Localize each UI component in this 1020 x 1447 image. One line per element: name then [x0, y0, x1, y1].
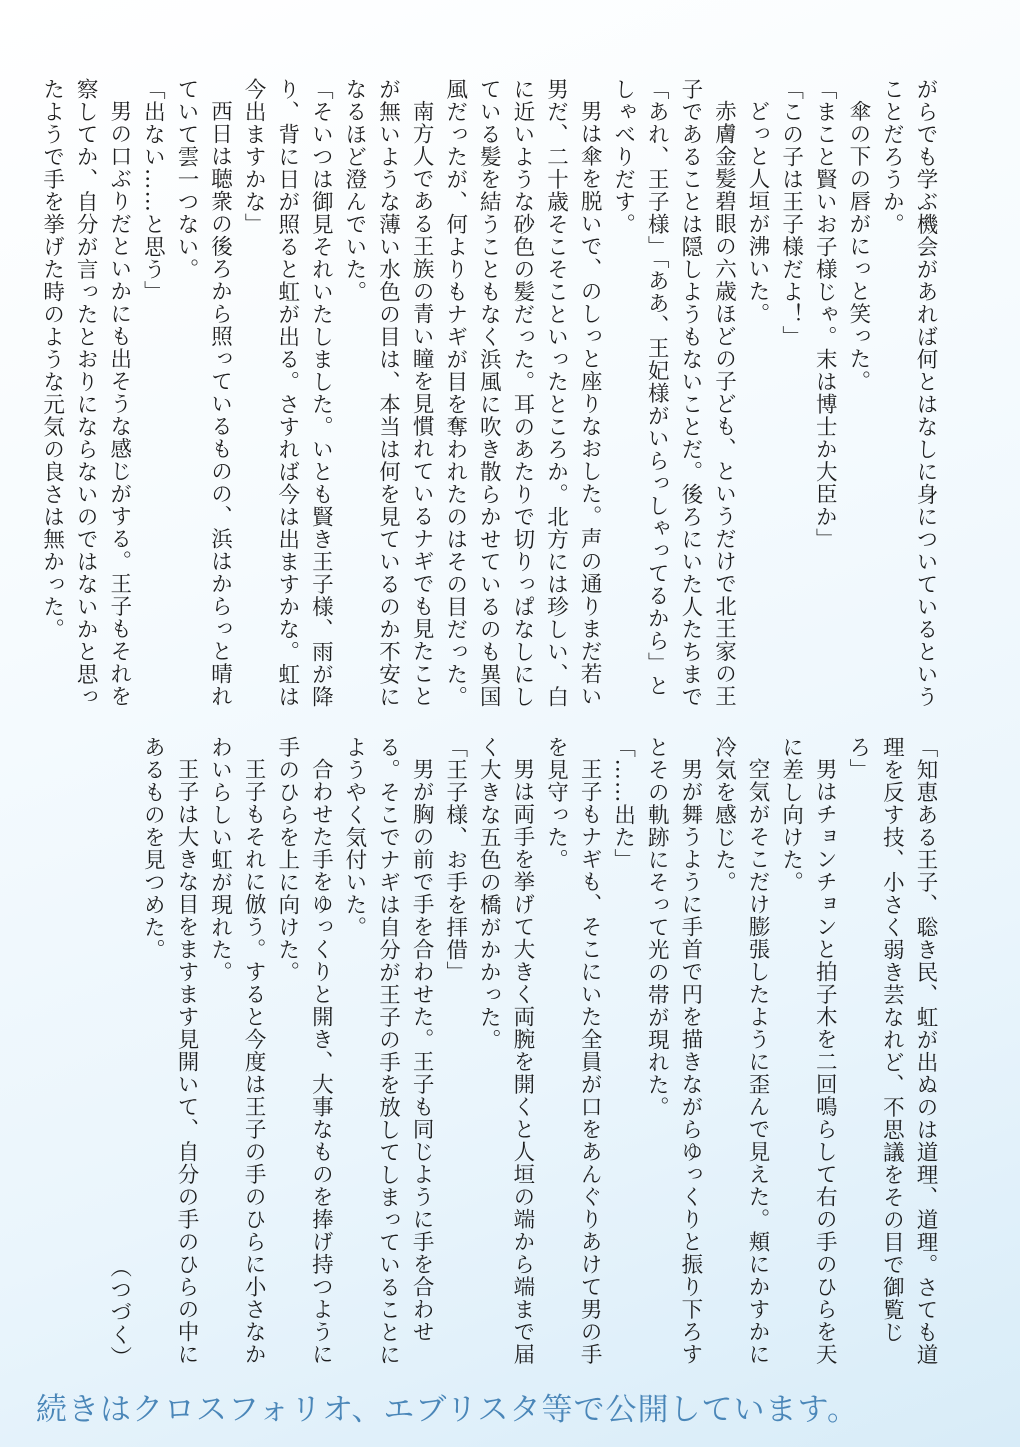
paragraph: 男はチョンチョンと拍子木を二回鳴らして右の手のひらを天に差し向けた。 [778, 736, 838, 1365]
paragraph: 男は傘を脱いで、のしっと座りなおした。声の通りまだ若い男だ、二十歳そこそこといったところか。北方には珍しい、白に近いような砂色の髪だった。耳のあたりで切りっぱなしにしている髪を結うこともなく浜風に吹き散らかせているのも異国風だったが、何よりもナギが目を奪われたのはその目だった。 [442, 78, 603, 708]
paragraph: 「……出た」 [610, 736, 636, 871]
paragraph: 西日は聴衆の後ろから照っているものの、浜はからっと晴れていて雲一つない。 [173, 78, 233, 707]
paragraph: 赤膚金髪碧眼の六歳ほどの子ども、というだけで北王家の王子であることは隠しようもないことだ。後ろにいた人たちまで「あれ、王子様」「ああ、王妃様がいらっしゃってるから」としゃべりだす。 [610, 78, 737, 708]
paragraph: 王子もナギも、そこにいた全員が口をあんぐりあけて男の手を見守った。 [543, 736, 603, 1365]
paragraph: 男の口ぶりだといかにも出そうな感じがする。王子もそれを察してか、自分が言ったとおりにならないのではないかと思ったようで手を挙げた時のような元気の良さは無かった。 [39, 78, 132, 708]
paragraph: 合わせた手をゆっくりと開き、大事なものを捧げ持つように手のひらを上に向けた。 [274, 736, 334, 1365]
paragraph: 「そいつは御見それいたしました。いとも賢き王子様、雨が降り、背に日が照ると虹が出る。さすれば今は出ますかな。虹は今出ますかな」 [241, 78, 334, 708]
text-block-top [35, 78, 942, 710]
paragraph: がらでも学ぶ機会があれば何とはなしに身についているということだろうか。 [879, 78, 938, 708]
footer-note: 続きはクロスフォリオ、エブリスタ等で公開しています。 [36, 1392, 860, 1428]
paragraph: 「この子は王子様だよ！」 [778, 78, 804, 348]
to-be-continued-mark: （つづく） [106, 1255, 132, 1368]
paragraph: 「王子様、お手を拝借」 [442, 736, 468, 984]
paragraph: 傘の下の唇がにっと笑った。 [845, 99, 871, 392]
text-block-bottom [102, 736, 942, 1368]
paragraph: 王子は大きな目をますます見開いて、自分の手のひらの中にあるものを見つめた。 [140, 736, 199, 1365]
paragraph: 男が舞うように手首で円を描きながらゆっくりと振り下ろすとその軌跡にそって光の帯が現れた。 [644, 736, 703, 1365]
paragraph: 「出ない……と思う」 [140, 78, 166, 303]
paragraph: どっと人垣が沸いた。 [745, 99, 771, 325]
paragraph: 「知恵ある王子、聡き民、虹が出ぬのは道理、道理。さても道理を反す技、小さく弱き芸なれど、不思議をその目で御覧じろ」 [845, 736, 938, 1366]
paragraph: 南方人である王族の青い瞳を見慣れているナギでも見たことが無いような薄い水色の目は、本当は何を見ているのか不安になるほど澄んでいた。 [341, 78, 435, 708]
paragraph: 男は両手を挙げて大きく両腕を開くと人垣の端から端まで届く大きな五色の橋がかかった。 [476, 736, 535, 1365]
paragraph: 男が胸の前で手を合わせた。王子も同じように手を合わせる。そこでナギは自分が王子の手を放してしまっていることにようやく気付いた。 [341, 736, 435, 1366]
paragraph: 空気がそこだけ膨張したように歪んで見えた。頬にかすかに冷気を感じた。 [711, 736, 771, 1365]
paragraph: 「まこと賢いお子様じゃ。末は博士か大臣か」 [812, 78, 838, 551]
paragraph: 王子もそれに倣う。すると今度は王子の手のひらに小さなかわいらしい虹が現れた。 [207, 736, 267, 1365]
